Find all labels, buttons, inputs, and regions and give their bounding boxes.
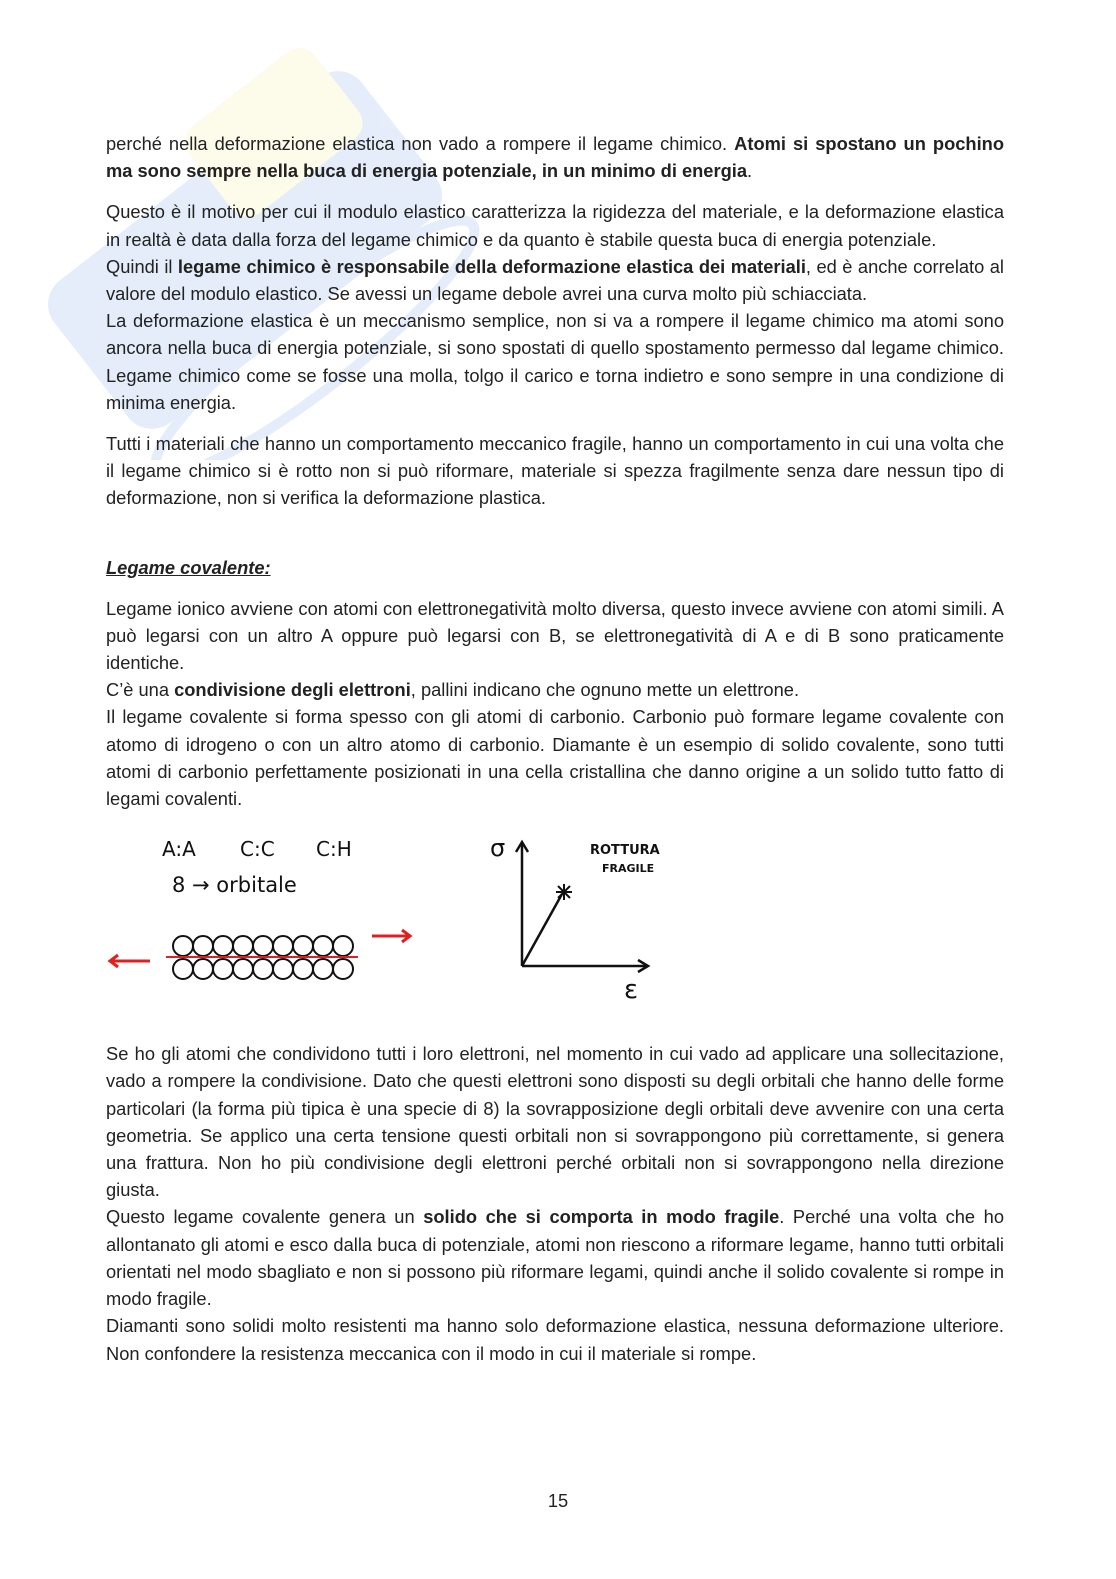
x-axis-label: ε <box>624 975 639 1006</box>
handwritten-figures <box>106 820 1004 1040</box>
orbital-sketch <box>106 820 426 1020</box>
paragraph-elastic-modulus: Questo è il motivo per cui il modulo elastico caratterizza la rigidezza del materiale, e la deformazione elastica in realtà è data dalla forza del legame chimico e da quanto è stabile questa buca di energia potenziale. <box>106 201 1004 250</box>
bond-label-ch: C:H <box>316 837 352 862</box>
paragraph-brittle-covalent: Questo legame covalente genera un solido che si comporta in modo fragile. Perché una volta che ho allontanato gli atomi e esco dalla buca di potenziale, atomi non riescono a riformare legame, hanno tutti orbitali orientati nel modo sbagliato e non si possono più riformare legami, quindi anche il solido covalente si rompe in modo fragile. <box>106 1206 1004 1310</box>
paragraph-brittle-materials: Tutti i materiali che hanno un comportamento meccanico fragile, hanno un comportamento in cui una volta che il legame chimico si è rotto non si può riformare, materiale si spezza fragilmente senza dare nessun tipo di deformazione, non si verifica la deformazione plastica. <box>106 433 1004 509</box>
atom-row-top <box>173 936 353 956</box>
atom-row-bottom <box>173 959 353 979</box>
paragraph-elastic-bond: perché nella deformazione elastica non vado a rompere il legame chimico. Atomi si spostano un pochino ma sono sempre nella buca di energia potenziale, in un minimo di energia. <box>106 133 1004 182</box>
paragraph-diamond-resistance: Diamanti sono solidi molto resistenti ma hanno solo deformazione elastica, nessuna deformazione ulteriore. Non confondere la resistenza meccanica con il modo in cui il materiale si rompe. <box>106 1315 1004 1364</box>
document-page <box>106 130 1004 1367</box>
stress-strain-sketch <box>486 820 706 1020</box>
fracture-star-icon <box>556 884 572 900</box>
page-number: 15 <box>547 1490 569 1511</box>
elastic-line <box>522 894 562 966</box>
bold-phrase: Atomi si spostano un pochino ma sono sempre nella buca di energia potenziale, in un minimo di energia <box>106 133 1004 182</box>
bold-phrase: solido che si comporta in modo fragile <box>423 1206 780 1228</box>
bold-phrase: condivisione degli elettroni <box>174 679 411 701</box>
orbital-note: 8 → orbitale <box>172 873 297 898</box>
y-axis-label: σ <box>490 834 506 863</box>
arrow-right-icon <box>372 930 410 942</box>
paragraph-orbital-geometry: Se ho gli atomi che condividono tutti i loro elettroni, nel momento in cui vado ad applicare una sollecitazione, vado a rompere la condivisione. Dato che questi elettroni sono disposti su degli orbitali che hanno delle forme particolari (la forma più tipica è una specie di 8) la sovrapposizione degli orbitali deve avvenire con una certa geometria. Se applico una certa tensione questi orbitali non si sovrappongono più correttamente, si genera una frattura. Non ho più condivisione degli elettroni perché orbitali non si sovrappongono nella direzione giusta. <box>106 1043 1004 1201</box>
section-heading-covalent: Legame covalente: <box>106 556 271 578</box>
bold-phrase: legame chimico è responsabile della deformazione elastica dei materiali <box>177 255 806 277</box>
bond-label-aa: A:A <box>162 837 196 862</box>
paragraph-electron-sharing: C’è una condivisione degli elettroni, pallini indicano che ognuno mette un elettrone. <box>106 679 800 701</box>
fracture-note-line1: ROTTURA <box>590 843 660 859</box>
bond-label-cc: C:C <box>240 837 275 862</box>
paragraph-covalent-intro: Legame ionico avviene con atomi con elettronegatività molto diversa, questo invece avviene con atomi simili. A può legarsi con un altro A oppure può legarsi con B, se elettronegatività di A e di B sono praticamente identiche. <box>106 597 1004 674</box>
paragraph-bond-responsible: Quindi il legame chimico è responsabile della deformazione elastica dei materiali, ed è anche correlato al valore del modulo elastico. Se avessi un legame debole avrei una curva molto più schiacciata. <box>106 255 1004 305</box>
paragraph-elastic-mechanism: La deformazione elastica è un meccanismo semplice, non si va a rompere il legame chimico ma atomi sono ancora nella buca di energia potenziale, si sono spostati di quello spostamento permesso dal legame chimico. Legame chimico come se fosse una molla, tolgo il carico e torna indietro e sono sempre in una condizione di minima energia. <box>106 310 1004 413</box>
arrow-left-icon <box>110 955 150 967</box>
paragraph-carbon-diamond: Il legame covalente si forma spesso con gli atomi di carbonio. Carbonio può formare legame covalente con atomo di idrogeno o con un altro atomo di carbonio. Diamante è un esempio di solido covalente, sono tutti atomi di carbonio perfettamente posizionati in una cella cristallina che danno origine a un solido tutto fatto di legami covalenti. <box>106 706 1004 810</box>
fracture-note-line2: FRAGILE <box>602 862 655 876</box>
